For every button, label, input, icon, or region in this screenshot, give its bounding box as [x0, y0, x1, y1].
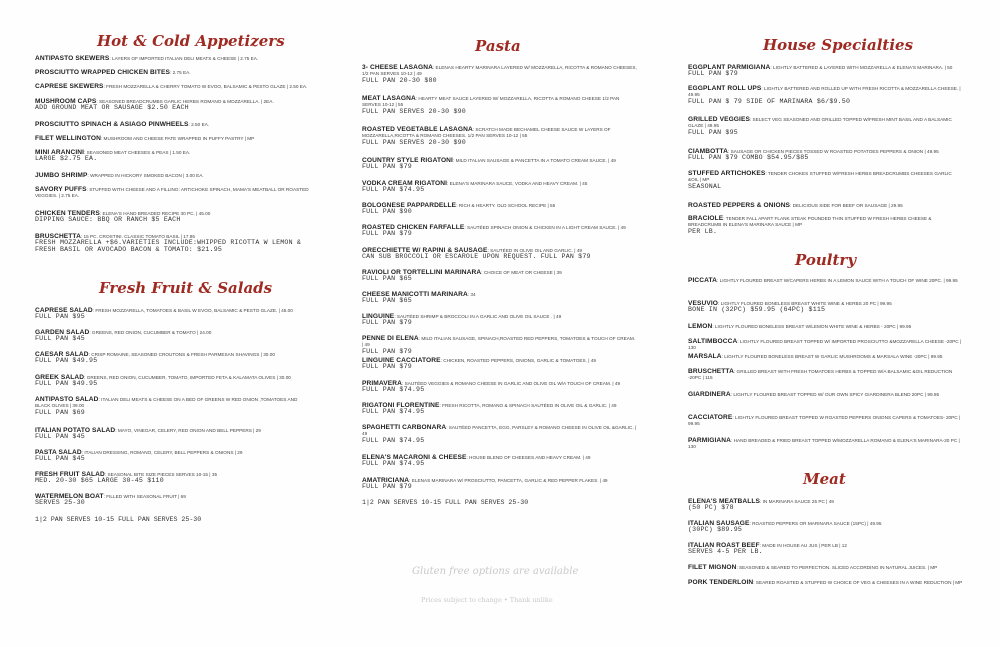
menu-item	[35, 472, 310, 485]
menu-item-price-note: PER LB.	[688, 227, 718, 235]
menu-item-name: ROASTED CHICKEN FARFALLE	[362, 224, 465, 231]
price-disclaimer-note: Prices subject to change • Thank unlike	[421, 596, 553, 604]
menu-item-description: : LIGHTLY FLOURED BREAST TOPPED W ROASTED PEPPERS ONIONS CAPERS & TOMATOES- 20PC | 99.95	[688, 415, 961, 427]
menu-item-name: CAPRESE SALAD	[35, 307, 93, 314]
menu-item-description: : FRESH MOZZARELLA, TOMATOES & BASIL W EVOO, BALSAMIC & PESTO GLAZE. | 45.00	[92, 308, 293, 313]
menu-item-description: : TENDER CHOKES STUFFED W/FRESH HERBS BREADCRUMBS CHEESES GARLIC &OIL | MP	[688, 171, 952, 183]
menu-item-description: : MUSHROOM AND CHEESE PATE WRAPPED IN PUFFY PASTRY | MP	[100, 136, 255, 141]
menu-item-price-note: FULL PAN $65	[362, 297, 412, 305]
menu-item	[35, 136, 310, 142]
menu-item-name: CACCIATORE	[688, 414, 733, 421]
menu-item-name: PROSCIUTTO SPINACH & ASIAGO PINWHEELS	[35, 121, 189, 128]
menu-item	[688, 499, 963, 512]
menu-item-description: : ELENAS MARINARA W/ PROSCIUTTO, PANCETTA, GARLIC & RED PEPPER FLAKES. | 49	[409, 478, 608, 483]
menu-item-price-note: FULL PAN $74.95	[362, 186, 425, 194]
section-heading-meat: Meat	[803, 470, 846, 488]
menu-item	[35, 428, 310, 441]
menu-item-price-note: FULL PAN $79	[362, 483, 412, 491]
menu-item-description: : LIGHTLY FLOURED BONELESS BREAST W GARLIC MUSHROOMS & MARSALA WINE -20PC | 99.95	[721, 354, 943, 359]
menu-item-name: RIGATONI FLORENTINE	[362, 402, 440, 409]
menu-item-price-note: (50 PC) $78	[688, 504, 734, 512]
menu-item	[35, 211, 310, 224]
menu-item-price-note: FULL PAN 20-30 $80	[362, 76, 437, 84]
menu-item-description: : 15 PC. CROSTINI. CLASSIC TOMATO BASIL | 17.95	[80, 234, 195, 239]
menu-item-name: PORK TENDERLOIN	[688, 579, 754, 586]
menu-item-price-note: FULL PAN $79	[688, 70, 738, 78]
menu-item	[362, 403, 637, 416]
menu-item-price-note: FULL PAN $69	[35, 408, 85, 416]
menu-item-name: PICCATA	[688, 277, 718, 284]
menu-item	[362, 425, 637, 444]
menu-item-description: : SAUTÉED SPINACH ONION & CHICKEN IN A LIGHT CREAM SAUCE. | 49	[464, 225, 626, 230]
menu-item	[362, 358, 637, 371]
menu-item-price-note: SERVES 25-30	[35, 499, 85, 507]
menu-item-description: : FRESH MOZZARELLA & CHERRY TOMATO W EVOO, BALSAMIC & PESTO GLAZE | 2.50 EA.	[103, 84, 308, 89]
menu-item	[362, 314, 637, 327]
menu-item-description: : SAUSAGE OR CHICKEN PIECES TOSSED W ROASTED POTATOES PEPPERS & ONION | 49.95	[727, 149, 939, 154]
menu-item-name: SPAGHETTI CARBONARA	[362, 424, 447, 431]
menu-item-price-note: FRESH MOZZARELLA +$6.VARIETIES INCLUDE:WHIPPED RICOTTA W LEMON & FRESH BASIL OR AVOCADO BACON & TOMATO: $21.95	[35, 239, 302, 253]
menu-item-name: MUSHROOM CAPS	[35, 98, 97, 105]
menu-item-price-note: MED. 20-30 $65 LARGE 30-45 $110	[35, 477, 164, 485]
menu-item-name: BRACIOLE	[688, 215, 724, 222]
menu-item-name: CAPRESE SKEWERS	[35, 83, 104, 90]
menu-item-price-note: FULL PAN $79	[362, 319, 412, 327]
menu-item	[688, 86, 963, 105]
menu-item-description: : STUFFED WITH CHEESE AND A FILLING: ARTICHOKE SPINACH, MAMA'S MEATBALL OR ROASTED VEGGIES. | 2.75 EA.	[35, 187, 309, 199]
menu-item-name: FILET WELLINGTON	[35, 135, 101, 142]
menu-item-description: : ELENA'S MARINARA SAUCE, VODKA AND HEAVY CREAM. | 45	[447, 181, 588, 186]
menu-item-description: : GREENS, RED ONION, CUCUMBER, TOMATO, IMPORTED FETA & KALAMATA OLIVES | 30.00	[84, 375, 291, 380]
gluten-free-note: Gluten free options are available	[412, 566, 579, 577]
menu-item-description: : 34	[467, 292, 476, 297]
menu-item-description: : LIGHTLY BATTERED AND ROLLED UP WITH FRESH RICOTTA & MOZZARELLA CHEESE. | 49.95	[688, 86, 961, 98]
menu-item-description: : HEARTY MEAT SAUCE LAYERED W/ MOZZARELLA, RICOTTA & ROMANO CHEESE 1/2 PAN SERVES 10-12 | 55	[362, 96, 620, 108]
menu-item	[688, 521, 963, 534]
menu-item	[362, 478, 637, 491]
menu-item	[688, 415, 963, 428]
section-heading-house-specialties: House Specialties	[763, 36, 914, 54]
menu-item-description: : TENDER FALL APART FLANK STEAK POUNDED THIN STUFFED W FRESH HERBS CHEESE & BREADCRUMB IN ELENA'S MARINARA SAUCE | MP	[688, 216, 932, 228]
menu-item-name: LEMON	[688, 323, 713, 330]
menu-item-price-note: FULL PAN $74.95	[362, 460, 425, 468]
menu-item-name: PASTA SALAD	[35, 449, 82, 456]
menu-item-name: ANTIPASTO SALAD	[35, 396, 99, 403]
menu-item-name: GIARDINERA	[688, 391, 731, 398]
menu-item	[688, 216, 963, 235]
menu-item	[362, 96, 637, 115]
menu-item	[362, 292, 637, 305]
menu-item-description: : SEASONAL BITE SIZE PIECES SERVES 10-15 | 35	[104, 472, 218, 477]
menu-item-description: : SELECT VEG SEASONED AND GRILLED TOPPED W/FRESH MINT BASIL AND A BALSAMIC GLAZE | 49.95	[688, 117, 952, 129]
menu-item-name: ORECCHIETTE W/ RAPINI & SAUSAGE	[362, 247, 488, 254]
menu-item-description: : SAUTÉED SHRIMP & BROCCOLI IN A GARLIC AND OLIVE OIL SAUCE . | 49	[394, 314, 562, 319]
menu-item	[35, 99, 310, 112]
menu-item-description: : LIGHTLY FLOURED BONELESS BREAST W/LEMON WHITE WINE & HERBS - 20PC | 99.95	[712, 324, 912, 329]
menu-item-price-note: DIPPING SAUCE: BBQ OR RANCH $5 EACH	[35, 216, 181, 224]
menu-item-name: ELENA'S MEATBALLS	[688, 498, 761, 505]
menu-item-name: MEAT LASAGNA	[362, 95, 416, 102]
menu-item	[688, 369, 963, 382]
menu-item-description: : MAYO, VINEGAR, CELERY, RED ONION AND BELL PEPPERS | 29	[115, 428, 261, 433]
menu-item-name: SALTIMBOCCA	[688, 338, 738, 345]
menu-item-description: : IN MARINARA SAUCE 25 PC | 49	[760, 499, 834, 504]
menu-item-description: : ITALIAN DRESSING, ROMANO, CELERY, BELL PEPPERS & ONIONS | 29	[81, 450, 243, 455]
menu-item-name: PRIMAVERA	[362, 380, 402, 387]
menu-item-name: CHEESE MANICOTTI MARINARA	[362, 291, 468, 298]
menu-item	[688, 203, 963, 209]
menu-item-name: RAVIOLI OR TORTELLINI MARINARA	[362, 269, 482, 276]
menu-item-description: : SEARED ROASTED & STUFFED W CHOICE OF VEG & CHEESES IN A WINE REDUCTION | MP	[753, 580, 963, 585]
menu-item-price-note: FULL PAN $79	[362, 230, 412, 238]
menu-item-description: : ITALIAN DELI MEATS & CHEESE ON A BED OF GREENS W RED ONION ,TOMATOES AND BLACK OLIVES | 39.00	[35, 397, 298, 409]
menu-item	[688, 438, 963, 451]
menu-item-price-note: BONE IN (32PC) $59.95 (64PC) $115	[688, 306, 826, 314]
menu-item-name: MINI ARANCINI	[35, 149, 85, 156]
menu-item	[35, 122, 310, 128]
menu-item-name: MARSALA	[688, 353, 722, 360]
menu-item-price-note: FULL PAN $ 79 SIDE OF MARINARA $6/$9.50	[688, 97, 851, 105]
menu-item-name: FRESH FRUIT SALAD	[35, 471, 105, 478]
menu-item-price-note: FULL PAN $74.95	[362, 408, 425, 416]
menu-item-price-note: FULL PAN $49.95	[35, 380, 98, 388]
menu-item-name: COUNTRY STYLE RIGATONI	[362, 157, 453, 164]
menu-item-description: : WRAPPED IN HICKORY SMOKED BACON | 3.00 EA.	[87, 173, 204, 178]
menu-item-name: LINGUINE	[362, 313, 395, 320]
serving-size-footer: 1|2 PAN SERVES 10-15 FULL PAN SERVES 25-30	[362, 499, 529, 506]
menu-item-description: : ROASTED PEPPERS OR MARINARA SAUCE (15PC) | 49.95	[749, 521, 882, 526]
menu-item	[35, 56, 310, 62]
menu-item-description: : SEASONED & SEARED TO PERFECTION. SLICED ACCORDING IN NATURAL JUICES. | MP	[736, 565, 938, 570]
menu-item-name: PENNE DI ELENA	[362, 335, 419, 342]
menu-item	[35, 352, 310, 365]
menu-item	[688, 301, 963, 314]
menu-item	[362, 336, 637, 355]
menu-item-description: : SAUTÉED VEGGIES & ROMANO CHEESE IN GARLIC AND OLIVE OIL W/A TOUCH OF CREAM. | 49	[401, 381, 621, 386]
menu-item	[362, 158, 637, 171]
menu-item-description: : HOUSE BLEND OF CHEESES AND HEAVY CREAM. | 49	[466, 455, 591, 460]
menu-item	[35, 70, 310, 76]
menu-item-description: : RICH & HEARTY. OLD SCHOOL RECIPE | 55	[456, 203, 556, 208]
section-heading-pasta: Pasta	[475, 37, 521, 55]
menu-item	[35, 234, 310, 253]
menu-item	[35, 330, 310, 343]
menu-item	[35, 375, 310, 388]
menu-item-price-note: SERVES 4-5 PER LB.	[688, 548, 763, 556]
menu-item-price-note: FULL PAN $95	[35, 313, 85, 321]
menu-item-name: 3- CHEESE LASAGNA	[362, 64, 433, 71]
menu-item-description: : SEASONED BREADCRUMBS GARLIC HERBS ROMANO & MOZZARELLA. | 2EA.	[96, 99, 274, 104]
menu-item-description: : LIGHTLY FLOURED BREAST TOPPED W/ OUR OWN SPICY GIARDINERA BLEND 20PC | 99.95	[730, 392, 940, 397]
menu-item-price-note: FULL PAN $45	[35, 335, 85, 343]
menu-item	[688, 171, 963, 190]
menu-item	[688, 324, 963, 330]
menu-item-description: : 2.75 EA.	[169, 70, 191, 75]
menu-item-name: VODKA CREAM RIGATONI	[362, 180, 448, 187]
menu-item	[362, 127, 637, 146]
menu-item-name: FILET MIGNON	[688, 564, 737, 571]
menu-item-name: VESUVIO	[688, 300, 719, 307]
menu-item-description: : LAYERS OF IMPORTED ITALIAN DELI MEATS & CHEESE | 2.75 EA.	[109, 56, 259, 61]
menu-item	[688, 339, 963, 352]
menu-item-name: ITALIAN ROAST BEEF	[688, 542, 760, 549]
menu-item-name: EGGPLANT ROLL UPS	[688, 85, 762, 92]
menu-item	[362, 381, 637, 394]
menu-item	[688, 278, 963, 284]
menu-item-price-note: CAN SUB BROCCOLI OR ESCAROLE UPON REQUEST. FULL PAN $79	[362, 253, 591, 261]
menu-item	[688, 149, 963, 162]
menu-item-name: EGGPLANT PARMIGIANA	[688, 64, 771, 71]
menu-item-price-note: SEASONAL	[688, 182, 722, 190]
section-heading-poultry: Poultry	[795, 251, 857, 269]
menu-item-description: : CHOICE OF MEAT OR CHEESE | 39	[481, 270, 562, 275]
menu-item	[688, 65, 963, 78]
menu-item-price-note: ADD GROUND MEAT OR SAUSAGE $2.50 EACH	[35, 104, 189, 112]
serving-size-footer: 1|2 PAN SERVES 10-15 FULL PAN SERVES 25-30	[35, 516, 202, 523]
menu-item-description: : LIGHTLY FLOURED BONELESS BREAST WHITE WINE & HERBS 20 PC | 99.95	[718, 301, 892, 306]
menu-item	[35, 150, 310, 163]
menu-item-name: STUFFED ARTICHOKES	[688, 170, 766, 177]
menu-item-name: ANTIPASTO SKEWERS	[35, 55, 110, 62]
menu-item-description: : CRISP ROMAINE, SEASONED CROUTONS & FRESH PARMESAN SHAVINGS | 30.00	[88, 352, 275, 357]
menu-item-description: : SCRATCH MADE BECHAMEL CHEESE SAUCE W LAYERS OF MOZZARELLA,RICOTTA & ROMANO CHEESES. 1/2 PAN SERVES 10-12 | 55	[362, 127, 611, 139]
menu-item-description: : SAUTÉED PANCETTA, EGG, PARSLEY & ROMANO CHEESE IN OLIVE OIL &GARLIC. | 49	[362, 425, 637, 437]
menu-item-price-note: FULL PAN $65	[362, 275, 412, 283]
menu-item-description: : MADE IN HOUSE AU JUS | PER LB | 12	[759, 543, 848, 548]
menu-item-description: : MILD ITALIAN SAUSAGE, SPINACH,ROASTED RED PEPPERS, TOMATOES & TOUCH OF CREAM. | 49	[362, 336, 636, 348]
menu-item	[35, 308, 310, 321]
menu-item	[362, 270, 637, 283]
menu-item-name: BRUSCHETTA	[35, 233, 81, 240]
menu-item	[362, 225, 637, 238]
menu-item-price-note: (30PC) $89.95	[688, 526, 743, 534]
menu-item-description: : ELENAS HEARTY MARINARA LAYERED W/ MOZZARELLA, RICOTTA & ROMANO CHEESES, 1/2 PAN SERVES 10-12 | 49	[362, 65, 637, 77]
menu-item	[688, 565, 963, 571]
menu-item-name: ROASTED PEPPERS & ONIONS	[688, 202, 791, 209]
menu-item	[688, 580, 963, 586]
menu-item	[35, 173, 310, 179]
section-heading-fresh-fruit-salads: Fresh Fruit & Salads	[99, 279, 273, 297]
menu-item-name: ITALIAN SAUSAGE	[688, 520, 750, 527]
menu-item	[362, 203, 637, 216]
menu-item-description: : ELENA'S HAND BREADED RECIPE 30 PC. | 45.00	[99, 211, 211, 216]
menu-item-description: : HAND BREADED & FRIED BREAST TOPPED W/MOZZARELLA ROMANO & ELENA'S MARINARA-20 PC | 130	[688, 438, 960, 450]
menu-item	[35, 450, 310, 463]
menu-item-name: WATERMELON BOAT	[35, 493, 104, 500]
menu-item-name: PARMIGIANA	[688, 437, 732, 444]
menu-item-description: : CHICKEN, ROASTED PEPPERS, ONIONS, GARLIC & TOMATOES. | 49	[440, 358, 596, 363]
menu-item-price-note: FULL PAN $79 COMBO $54.95/$85	[688, 154, 809, 162]
menu-item-name: SAVORY PUFFS	[35, 186, 87, 193]
menu-item-description: : LIGHTLY FLOURED BREAST W/CAPERS HERBS IN A LEMON SAUCE WITH A TOUCH OF WINE 20PC. | 99.95	[717, 278, 958, 283]
menu-item-name: ROASTED VEGETABLE LASAGNA	[362, 126, 473, 133]
menu-item	[688, 392, 963, 398]
menu-item-name: JUMBO SHRIMP	[35, 172, 88, 179]
menu-item-description: : FILLED WITH SEASONAL FRUIT | 69	[103, 494, 186, 499]
menu-item-description: : LIGHTLY BATTERED & LAYERED WITH MOZZARELLA & ELENA'S MARINARA. | 50	[770, 65, 953, 70]
menu-item-description: : MILD ITALIAN SAUSAGE & PANCETTA IN A TOMATO CREAM SAUCE. | 49	[452, 158, 616, 163]
menu-item-name: GARDEN SALAD	[35, 329, 90, 336]
menu-item-name: PROSCIUTTO WRAPPED CHICKEN BITES	[35, 69, 170, 76]
menu-item-description: : DELICIOUS SIDE FOR BEEF OR SAUSAGE | 29.95	[790, 203, 903, 208]
menu-item-price-note: FULL PAN $95	[688, 128, 738, 136]
menu-item-price-note: FULL PAN $79	[362, 363, 412, 371]
menu-item	[362, 248, 637, 261]
menu-item	[362, 181, 637, 194]
menu-item-name: LINGUINE CACCIATORE	[362, 357, 441, 364]
menu-item-price-note: LARGE $2.75 EA.	[35, 155, 98, 163]
menu-item-price-note: FULL PAN $45	[35, 455, 85, 463]
menu-item-description: : GREENS, RED ONION, CUCUMBER & TOMATO | 24.00	[89, 330, 212, 335]
menu-item-name: ITALIAN POTATO SALAD	[35, 427, 116, 434]
menu-item-price-note: FULL PAN $74.95	[362, 386, 425, 394]
menu-item-description: : GRILLED BREAST WITH FRESH TOMATOES HERBS & TOPPED W/A BALSAMIC &OIL REDUCTION -20PC | 115	[688, 369, 953, 381]
menu-item-description: : LIGHTLY FLOURED BREAST TOPPED W/ IMPORTED PROSCIUTTO &MOZZARELLA CHEESE -20PC | 130	[688, 339, 962, 351]
menu-item-price-note: FULL PAN $90	[362, 208, 412, 216]
section-heading-hot-cold-appetizers: Hot & Cold Appetizers	[97, 32, 285, 50]
menu-item-name: CHICKEN TENDERS	[35, 210, 100, 217]
menu-item-price-note: FULL PAN SERVES 20-30 $90	[362, 107, 466, 115]
menu-item-price-note: FULL PAN $79	[362, 163, 412, 171]
menu-item	[688, 543, 963, 556]
menu-item-description: : SEASONED MEAT CHEESES & PEAS | 1.50 EA.	[84, 150, 191, 155]
menu-item	[362, 455, 637, 468]
menu-item-name: BRUSCHETTA	[688, 368, 734, 375]
menu-item	[688, 117, 963, 136]
menu-item-name: CAESAR SALAD	[35, 351, 89, 358]
menu-item	[688, 354, 963, 360]
menu-item	[35, 494, 310, 507]
menu-item-price-note: FULL PAN $74.95	[362, 436, 425, 444]
menu-item	[35, 187, 310, 200]
menu-item	[362, 65, 637, 84]
menu-item-name: GRILLED VEGGIES	[688, 116, 750, 123]
menu-item	[35, 397, 310, 416]
menu-item-description: : SAUTÉED IN OLIVE OIL AND GARLIC. | 49	[487, 248, 583, 253]
menu-item-name: AMATRICIANA	[362, 477, 410, 484]
menu-item-price-note: FULL PAN SERVES 20-30 $90	[362, 138, 466, 146]
menu-item-name: GREEK SALAD	[35, 374, 85, 381]
menu-item-price-note: FULL PAN $49.95	[35, 357, 98, 365]
menu-item	[35, 84, 310, 90]
menu-item-description: : FRESH RICOTTA, ROMANO & SPINACH SAUTÉED IN OLIVE OIL & GARLIC. | 49	[439, 403, 617, 408]
menu-item-description: : 2.50 EA.	[188, 122, 210, 127]
menu-item-price-note: FULL PAN $45	[35, 433, 85, 441]
menu-item-name: CIAMBOTTA	[688, 148, 728, 155]
menu-item-name: ELENA'S MACARONI & CHEESE	[362, 454, 467, 461]
menu-item-price-note: FULL PAN $79	[362, 347, 412, 355]
menu-item-name: BOLOGNESE PAPPARDELLE	[362, 202, 457, 209]
